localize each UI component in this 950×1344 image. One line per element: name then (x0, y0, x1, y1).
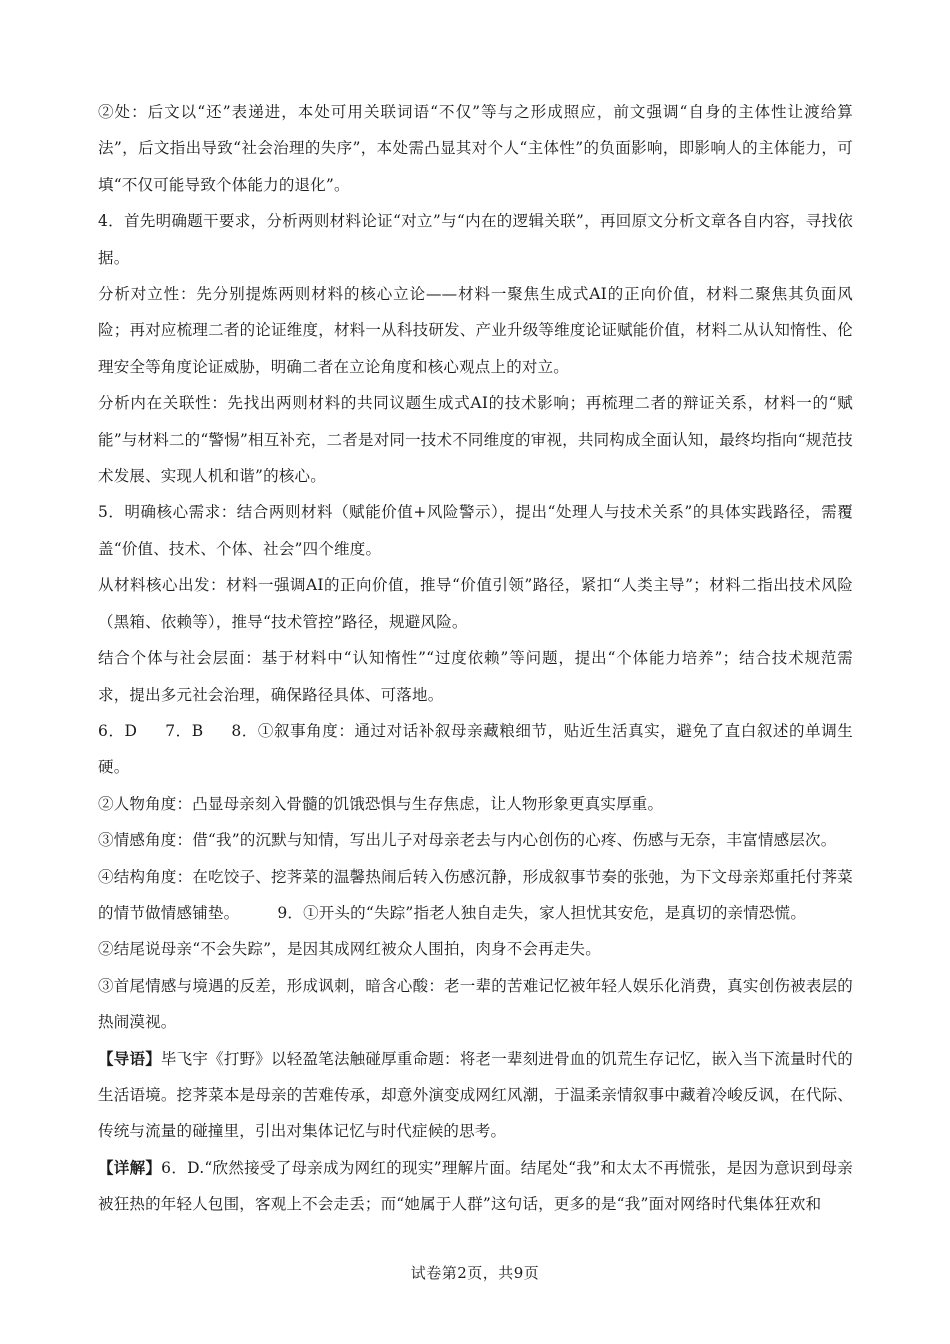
paragraph: ②处：后文以“还”表递进，本处可用关联词语“不仅”等与之形成照应，前文强调“自身的主体性让渡给算法”，后文指出导致“社会治理的失序”，本处需凸显其对个人“主体性”的负面影响，即影响人的主体能力，可填“不仅可能导致个体能力的退化”。 (98, 103, 853, 194)
guide-paragraph (98, 1041, 853, 1150)
detail-paragraph (98, 1150, 853, 1223)
answer-q7: 7．B (165, 721, 204, 740)
answer-line-6-8 (98, 713, 853, 786)
guide-label: 【导语】 (98, 1048, 161, 1068)
paragraph: 从材料核心出发：材料一强调AI的正向价值，推导“价值引领”路径，紧扣“人类主导”；材料二指出技术风险（黑箱、依赖等），推导“技术管控”路径，规避风险。 (98, 576, 853, 631)
paragraph: 分析对立性：先分别提炼两则材料的核心立论——材料一聚焦生成式AI的正向价值，材料二聚焦其负面风险；再对应梳理二者的论证维度，材料一从科技研发、产业升级等维度论证赋能价值，材料二从认知惰性、伦理安全等角度论证威胁，明确二者在立论角度和核心观点上的对立。 (98, 285, 853, 376)
answer-content (98, 94, 853, 1223)
paragraph: 5．明确核心需求：结合两则材料（赋能价值+风险警示），提出“处理人与技术关系”的具体实践路径，需覆盖“价值、技术、个体、社会”四个维度。 (98, 503, 853, 558)
paragraph: 分析内在关联性：先找出两则材料的共同议题生成式AI的技术影响；再梳理二者的辩证关系，材料一的“赋能”与材料二的“警惕”相互补充，二者是对同一技术不同维度的审视，共同构成全面认知，最终均指向“规范技术发展、实现人机和谐”的核心。 (98, 394, 853, 486)
paragraph: 结合个体与社会层面：基于材料中“认知惰性”“过度依赖”等问题，提出“个体能力培养”；结合技术规范需求，提出多元社会治理，确保路径具体、可落地。 (98, 649, 853, 704)
q9-point: ③首尾情感与境遇的反差，形成讽刺，暗含心酸：老一辈的苦难记忆被年轻人娱乐化消费，真实创伤被表层的热闹漠视。 (98, 976, 853, 1032)
q9-point: ②结尾说母亲“不会失踪”，是因其成网红被众人围拍，肉身不会再走失。 (98, 940, 601, 959)
detail-text: 6．D.“欣然接受了母亲成为网红的现实”理解片面。结尾处“我”和太太不再慌张，是因为意识到母亲被狂热的年轻人包围，客观上不会走丢；而“她属于人群”这句话，更多的是“我”面对网络时代集体狂欢和 (98, 1158, 853, 1214)
q8-point: ③情感角度：借“我”的沉默与知情，写出儿子对母亲老去与内心创伤的心疼、伤感与无奈，丰富情感层次。 (98, 831, 837, 850)
answer-line-8-9 (98, 859, 853, 932)
answer-q9-intro: 9．①开头的“失踪”指老人独自走失，家人担忧其安危，是真切的亲情恐慌。 (277, 903, 807, 922)
answer-q8-intro: 8．①叙事角度：通过对话补叙母亲藏粮细节，贴近生活真实，避免了直白叙述的单调生硬。 (98, 721, 854, 777)
page-footer: 试卷第2页，共9页 (410, 1264, 540, 1282)
paragraph: 4．首先明确题干要求，分析两则材料论证“对立”与“内在的逻辑关联”，再回原文分析文章各自内容，寻找依据。 (98, 212, 853, 267)
answer-q6: 6．D (98, 721, 138, 740)
guide-text: 毕飞宇《打野》以轻盈笔法触碰厚重命题：将老一辈刻进骨血的饥荒生存记忆，嵌入当下流量时代的生活语境。挖荠菜本是母亲的苦难传承，却意外演变成网红风潮，于温柔亲情叙事中藏着冷峻反讽，在代际、传统与流量的碰撞里，引出对集体记忆与时代症候的思考。 (98, 1049, 853, 1141)
detail-label: 【详解】 (98, 1157, 162, 1177)
q8-point: ②人物角度：凸显母亲刻入骨髓的饥饿恐惧与生存焦虑，让人物形象更真实厚重。 (98, 794, 664, 813)
q8-point-4: ④结构角度：在吃饺子、挖荠菜的温馨热闹后转入伤感沉静，形成叙事节奏的张弛，为下文母亲郑重托付荠菜的情节做情感铺垫。 (98, 867, 853, 922)
